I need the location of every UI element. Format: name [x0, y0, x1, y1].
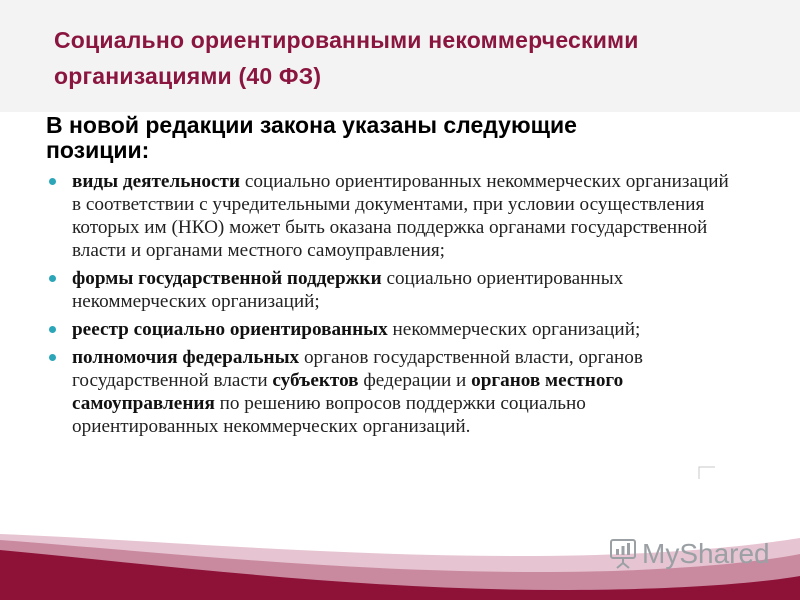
slide-subtitle: [46, 113, 766, 163]
bullet-text: социально ориентированных некоммерческих организаций в соответствии с учредительными документами, при условии осуществления которых им (НКО) может быть оказана поддержка органами государственной власти и органами местного самоуправления;: [72, 171, 729, 261]
bullet-bold: субъектов: [272, 370, 359, 391]
bullet-bold: органов местного самоуправления: [72, 370, 624, 414]
corner-mark-icon: [698, 466, 716, 480]
watermark-logo: [610, 538, 770, 570]
title-area: [0, 0, 800, 112]
bullet-item: [46, 346, 736, 438]
watermark-text: MyShared: [642, 538, 770, 569]
bullet-bold: формы государственной поддержки: [72, 268, 382, 289]
bullet-dot-icon: [49, 326, 56, 333]
bullet-text: федерации и: [358, 370, 472, 391]
bullet-text: некоммерческих организаций;: [387, 319, 641, 340]
slide-title-line1: Социально ориентированными некоммерческими: [54, 27, 639, 53]
bullet-item: [46, 170, 736, 262]
slide-title-line2: организациями (40 ФЗ): [54, 63, 322, 89]
bullet-list: [46, 170, 736, 443]
bullet-dot-icon: [49, 354, 56, 361]
bullet-text: по решению вопросов поддержки социально ориентированных некоммерческих организаций.: [72, 393, 586, 437]
bullet-bold: реестр социально ориентированных: [72, 319, 388, 340]
myshared-logo-icon: [610, 539, 636, 569]
bullet-item: [46, 318, 736, 341]
bullet-bold: полномочия федеральных: [72, 347, 300, 368]
bullet-text: органов государственной власти, органов государственной власти: [72, 347, 643, 391]
bullet-text: социально ориентированных некоммерческих организаций;: [72, 268, 624, 312]
bullet-bold: виды деятельности: [72, 171, 241, 192]
bullet-dot-icon: [49, 275, 56, 282]
slide-subtitle-line2: позиции:: [46, 137, 150, 163]
slide-title: [54, 22, 774, 94]
bullet-item: [46, 267, 736, 313]
bullet-dot-icon: [49, 178, 56, 185]
slide-subtitle-line1: В новой редакции закона указаны следующие: [46, 112, 577, 138]
